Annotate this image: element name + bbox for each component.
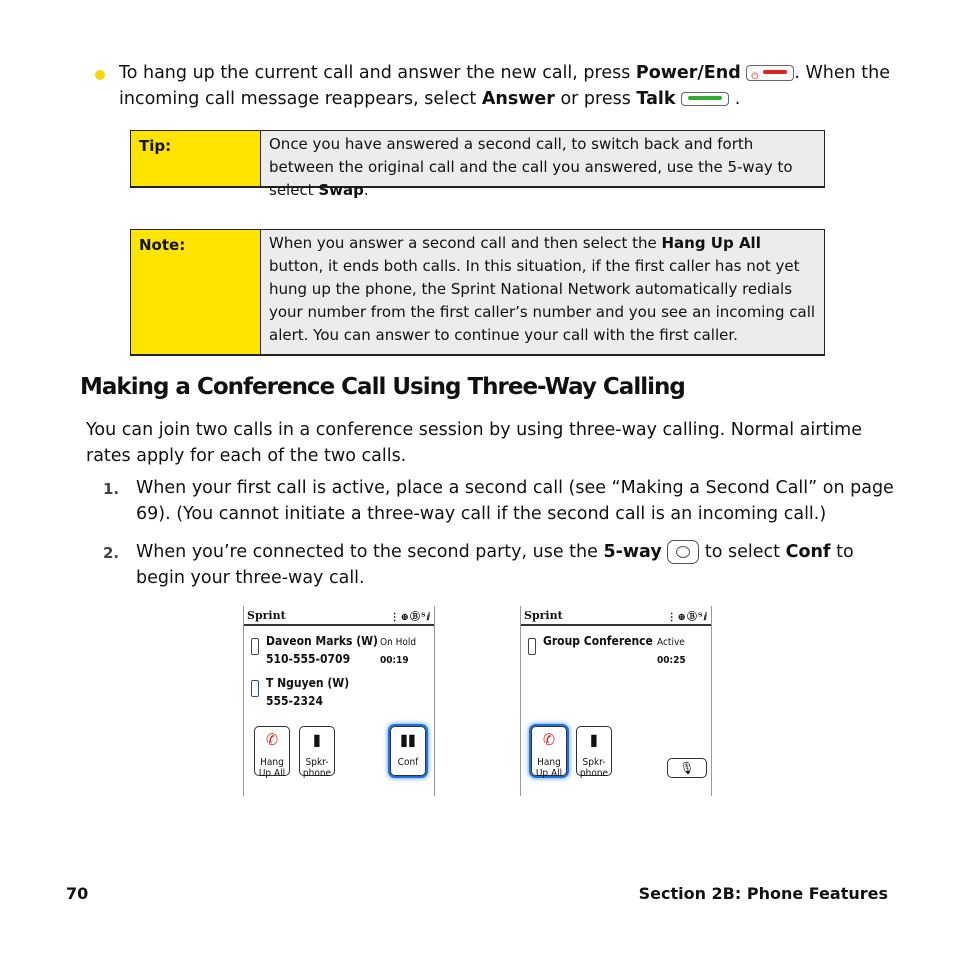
handset-icon: [528, 638, 536, 655]
conference-icon: ▮▮: [400, 730, 416, 749]
conf-button[interactable]: ▮▮ Conf: [390, 726, 426, 776]
bullet-text: To hang up the current call and answer the new call, press Power/End ⏻ . When the incoming call message reappears, select Answer or press Talk .: [119, 60, 909, 112]
hang-up-all-button[interactable]: ✆ Hang Up All: [531, 726, 567, 776]
note-text: When you answer a second call and then select the Hang Up All button, it ends both calls. In this situation, if the first caller has not yet hung up the phone, the Sprint National Network automatically redials your number from the first caller’s number and you see an incoming call alert. You can answer to continue your call with the first caller.: [261, 230, 824, 354]
section-footer: Section 2B: Phone Features: [638, 884, 888, 903]
note-box: [130, 229, 825, 356]
intro-paragraph: You can join two calls in a conference session by using three-way calling. Normal airtime rates apply for each of the two calls.: [86, 420, 862, 466]
microphone-icon: 🎙: [679, 761, 695, 775]
power-end-key-label: Power/End: [635, 63, 741, 83]
handset-icon: [251, 680, 259, 697]
tip-text: Once you have answered a second call, to switch back and forth between the original call and the call you answered, use the 5-way to select Swap.: [261, 131, 824, 186]
handset-icon: [251, 638, 259, 655]
status-bar: Sprint ⋮⊕Ⓑᵀⅈ: [244, 606, 434, 626]
status-bar: Sprint ⋮⊕Ⓑᵀⅈ: [521, 606, 711, 626]
hang-up-all-button[interactable]: ✆ Hang Up All: [254, 726, 290, 776]
speakerphone-button[interactable]: ▮ Spkr-phone: [299, 726, 335, 776]
power-end-key-icon: [746, 65, 794, 81]
mute-button[interactable]: [667, 758, 707, 778]
tip-label: Tip:: [131, 131, 261, 186]
speaker-icon: ▮: [313, 730, 321, 749]
phone-screen-hold: Sprint ⋮⊕Ⓑᵀⅈ Daveon Marks (W) On Hold 510-555-0709 00:19 T Nguyen (W) 555-2324 ✆ Hang Up All ▮ Spkr-phone ▮▮ Conf: [243, 606, 435, 796]
phone-hangup-icon: ✆: [265, 730, 279, 749]
speaker-icon: ▮: [590, 730, 598, 749]
talk-key-icon: [681, 92, 729, 106]
five-way-nav-icon: [667, 540, 699, 564]
status-icons: ⋮⊕Ⓑᵀⅈ: [389, 611, 431, 623]
status-icons: ⋮⊕Ⓑᵀⅈ: [666, 611, 708, 623]
note-label: Note:: [131, 230, 261, 354]
page-number: 70: [66, 884, 89, 903]
step-1: 1. When your first call is active, place a second call (see “Making a Second Call” on page 69). (You cannot initiate a three-way call if the second call is an incoming call.): [103, 478, 894, 524]
phone-hangup-icon: ✆: [542, 730, 556, 749]
tip-box: [130, 130, 825, 199]
speakerphone-button[interactable]: ▮ Spkr-phone: [576, 726, 612, 776]
phone-screen-active: Sprint ⋮⊕Ⓑᵀⅈ Group Conference Active 00:25 ✆ Hang Up All ▮ Spkr-phone 🎙: [520, 606, 712, 796]
section-heading: Making a Conference Call Using Three-Way Calling: [80, 374, 685, 400]
bullet-dot: [95, 70, 105, 80]
step-2: 2. When you’re connected to the second party, use the 5-way to select Conf to begin your three-way call.: [103, 542, 854, 588]
